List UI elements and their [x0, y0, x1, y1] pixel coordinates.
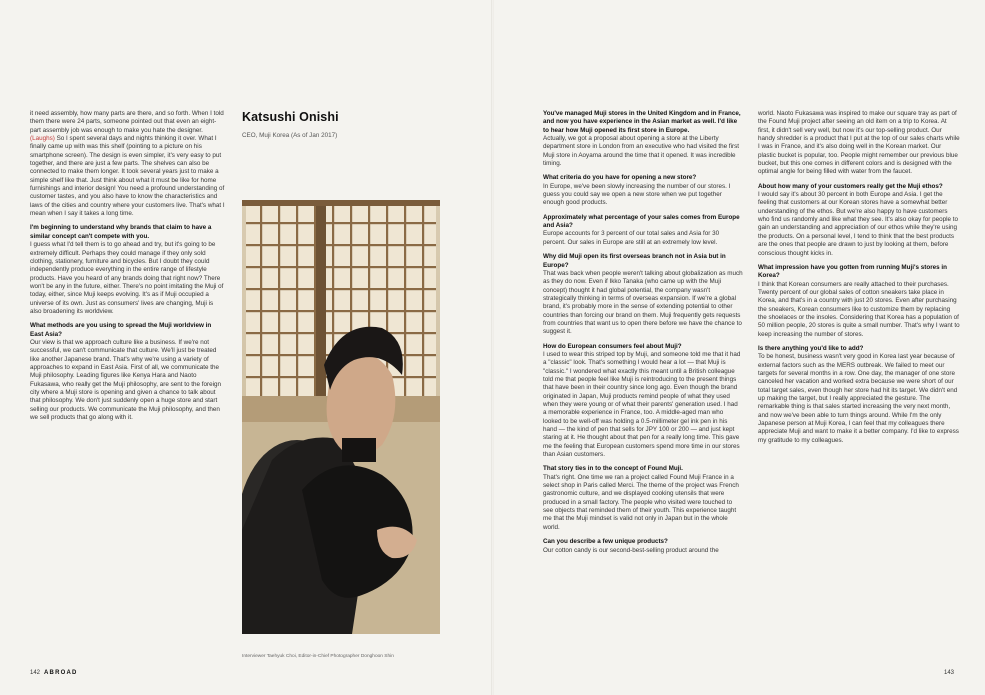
- interview-question: What impression have you gotten from running Muji's stores in Korea?: [758, 263, 948, 280]
- interview-question: I'm beginning to understand why brands that claim to have a similar concept can't compete with you.: [30, 224, 212, 240]
- interview-question: You've managed Muji stores in the United Kingdom and in France, and now you have experience in the Asian market as well. I'd like to hear how Muji opened its first store in Europe.: [543, 110, 741, 134]
- interview-paragraph: Our cotton candy is our second-best-selling product around the: [543, 546, 719, 554]
- right-column-2-text: [758, 110, 960, 451]
- interview-question: Can you describe a few unique products?: [543, 538, 668, 546]
- right-page-number: 143: [944, 670, 955, 676]
- interview-paragraph: I think that Korean consumers are really attached to their purchases. Twenty percent of our global sales of cotton sneakers take place in Korea, and that's in a country with just 20 stores. Even after purchasing the sneakers, Korean consumers like to customize them by replacing the shoelaces or the insoles. Considering that Korea has a population of 50 million people, 20 stores is quite a small number. That's why I want to keep increasing the number of stores.: [758, 280, 960, 338]
- interview-question: That story ties in to the concept of Found Muji.: [543, 465, 683, 473]
- interview-paragraph: In Europe, we've been slowly increasing the number of our stores. I guess you could say we open a new store when we put together enough good products.: [543, 182, 731, 207]
- interview-question: Approximately what percentage of your sales comes from Europe and Asia?: [543, 213, 740, 230]
- interview-question: How do European consumers feel about Muji?: [543, 342, 682, 350]
- interview-paragraph: I guess what I'd tell them is to go ahead and try, but it's going to be extremely difficult. Perhaps they could manage if they only sold clothing, stationery, furniture and bicycles. But I doubt they could independently produce everything in the entire range of lifestyle products. Have you heard of any brands doing that right now? There won't be any in the future, either. There's no point imitating the Muji of today, either, since Muji keeps evolving. It's as if Muji occupied a universe of its own. Just as consumers' lives are changing, Muji is also broadening its worldview.: [30, 241, 224, 315]
- page-gutter: [491, 0, 494, 695]
- interview-paragraph: I used to wear this striped top by Muji, and someone told me that it had a "classic" look. That's something I would hear a lot — that Muji is "classic." I wondered what exactly this meant until a British colleague told me that people feel like Muji is reintroducing to the present things that have been in their country since long ago. Even though the brand originated in Japan, Muji products remind people of what they used when they were young or of what their parents' generation used. I had a memorable experience in France, too. A middle-aged man who looked to be well-off was holding a 0.5-millimeter gel ink pen in his hand — the kind of pen that sells for JPY 100 or 200 — and just kept staring at it. He thought about that pen for a really long time. This gave me the feeling that European customers spend more time in our stores than Asian customers.: [543, 350, 741, 459]
- interviewee-name: Katsushi Onishi: [242, 110, 339, 124]
- portrait-photo-icon: [242, 200, 440, 634]
- left-page-footer: [30, 670, 78, 676]
- interview-paragraph: Our view is that we approach culture like a business. If we're not successful, we can't communicate that culture. We'll just be treated like another Japanese brand. That's why we're using a variety of approaches to expand in East Asia. First of all, we communicate the Muji philosophy. Leading figures like Kenya Hara and Naoto Fukasawa, who really get the Muji philosophy, are sent to the foreign city where a Muji store is opening and given a chance to talk about that philosophy. We don't just suddenly open a huge store and start selling our products. We communicate the Muji philosophy, and then we sell products that go along with it.: [30, 338, 221, 422]
- right-column-1-text: [543, 110, 743, 561]
- photo-credits: Interviewer Taehyuk Choi, Editor-in-Chief Photographer Donghoon Shin: [242, 654, 394, 659]
- portrait-photo: [242, 200, 440, 634]
- interview-paragraph: Actually, we got a proposal about opening a store at the Liberty department store in London from an executive who had visited the first Muji store in Aoyama around the time that it opened. It was incredible timing.: [543, 135, 740, 168]
- interview-question: Is there anything you'd like to add?: [758, 344, 864, 352]
- section-title: ABROAD: [44, 670, 78, 676]
- interviewee-role: CEO, Muji Korea (As of Jan 2017): [242, 132, 338, 139]
- interview-paragraph: world. Naoto Fukasawa was inspired to make our square tray as part of the Found Muji project after seeing an old item on a trip to Korea. At first, it didn't sell very well, but now it's our top-selling product. Our handy shredder is a product that I put at the top of our sales charts while I was in France, and it's also doing well in the Korean market. Our plastic bucket is popular, too. People might remember our previous blue bucket, but this one comes in different colors and is designed with the optimal angle for being filled with water from the faucet.: [758, 110, 960, 176]
- interview-paragraph: That was back when people weren't talking about globalization as much as they do now. Even if Ikko Tanaka (who came up with the Muji concept) thought it had global potential, the company wasn't strategically thinking in terms of overseas expansion. If we're a global brand, it's probably more in the sense of extending potential to other countries than forcing our brand on them. Muji frequently gets requests from countries that want us to open there before we have the chance to suggest it.: [543, 269, 743, 336]
- laughs-note: (Laughs): [30, 135, 55, 143]
- interview-question: What criteria do you have for opening a new store?: [543, 174, 697, 182]
- left-column-text: [30, 110, 226, 428]
- interview-question: Why did Muji open its first overseas branch not in Asia but in Europe?: [543, 253, 726, 269]
- interview-paragraph: it need assembly, how many parts are there, and so forth. When I told them there were 24 parts, someone pointed out that even an eight-part assembly job was enough to make you hate the designer. (Laughs) So I spent several days and nights thinking it over. What I finally came up with was this shelf (pointing to a picture on his smartphone screen). The design is even simpler, it's very easy to put together, and there are just a few parts. The shelves can also be connected to make them longer. It took several years just to make a simple shelf like that. Just think about what it must be like for home furnishings and interior design! You need a profound understanding of customer tastes, and you also have to know the characteristics and laws of the cities and country where your customers live. That's what I mean when I say it takes a long time.: [30, 110, 225, 218]
- interview-paragraph: I would say it's about 30 percent in both Europe and Asia. I get the feeling that customers at our Korean stores have a somewhat better understanding of the ethos. But we're also happy to have customers who find us randomly and like what they see. It's also okay for people to gain an understanding and appreciation of our ethos while they're using the products. On a personal level, I tend to think that the best products are the ones that people are drawn to just by looking at them, before conscious thought kicks in.: [758, 191, 959, 257]
- interview-paragraph: That's right. One time we ran a project called Found Muji France in a select shop in Paris called Merci. The theme of the project was French gastronomic culture, and we displayed cooking utensils that were produced in a small factory. The people who visited were touched to see objects that reminded them of their youth. This experience taught me that the Muji mindset is valid not only in Japan but in the whole world.: [543, 473, 739, 531]
- interview-question: About how many of your customers really get the Muji ethos?: [758, 182, 943, 190]
- interview-paragraph: To be honest, business wasn't very good in Korea last year because of external factors such as the MERS outbreak. We failed to meet our targets for several months in a row. One day, the manager of one store canceled her vacation and worked extra because we were short of our total target sales, even though her store had hit its target. We didn't end up making the target, but I really appreciated the gesture. The remarkable thing is that sales started increasing the very next month, and now we've been able to turn things around. While I'm the only Japanese person at Muji Korea, I can feel that my colleagues there appreciate Muji and want to make it a better company. I'd like to express my gratitude to my colleagues.: [758, 353, 959, 444]
- interview-question: What methods are you using to spread the Muji worldview in East Asia?: [30, 322, 212, 338]
- interview-paragraph: Europe accounts for 3 percent of our total sales and Asia for 30 percent. Our sales in Europe are still at an extremely low level.: [543, 230, 720, 246]
- left-page-number: 142: [30, 670, 41, 676]
